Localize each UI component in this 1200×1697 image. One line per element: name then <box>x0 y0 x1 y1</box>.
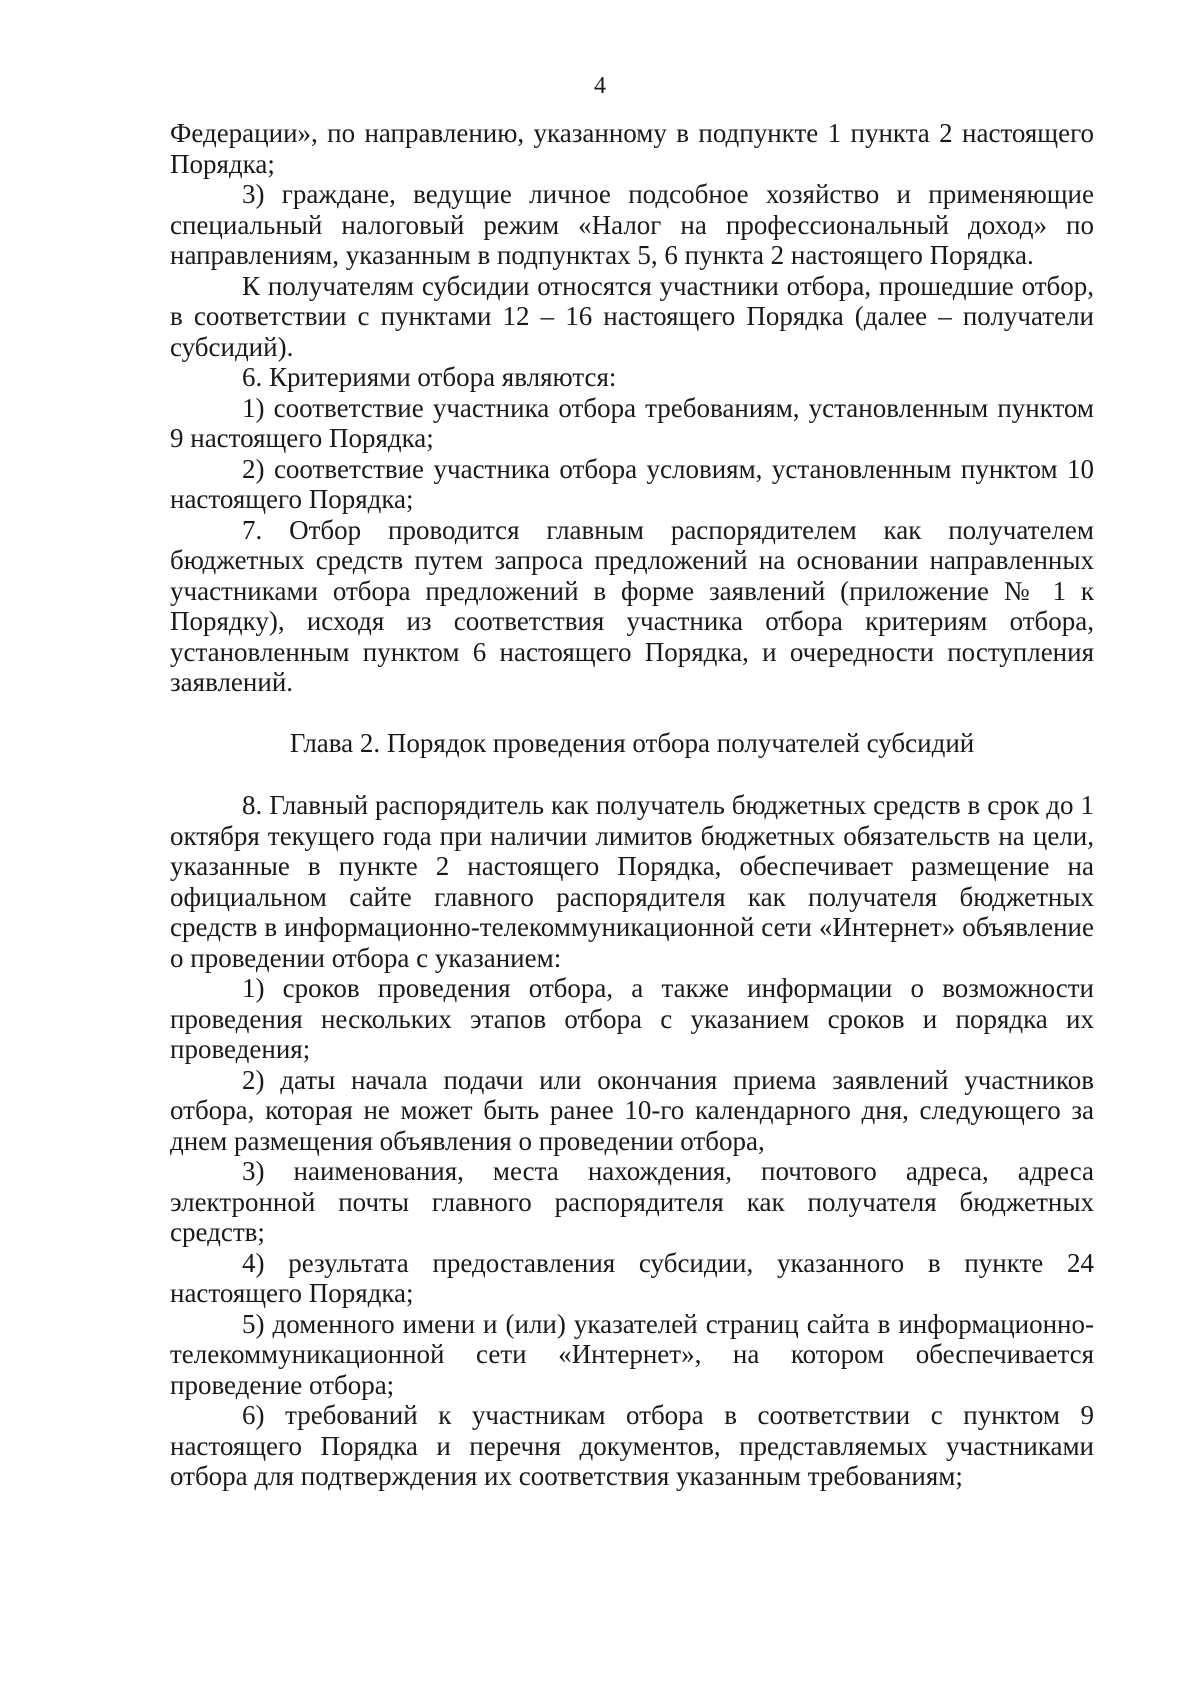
paragraph: К получателям субсидии относятся участники отбора, прошедшие отбор, в соответствии с пунктами 12 – 16 настоящего Порядка (далее – получатели субсидий). <box>170 270 1094 362</box>
paragraph: 3) наименования, места нахождения, почтового адреса, адреса электронной почты главного распорядителя как получателя бюджетных средств; <box>170 1156 1094 1247</box>
paragraph: 5) доменного имени и (или) указателей страниц сайта в информационно-телекоммуникационной сети «Интернет», на котором обеспечивается проведение отбора; <box>170 1308 1094 1400</box>
paragraph: 4) результата предоставления субсидии, указанного в пункте 24 настоящего Порядка; <box>170 1247 1094 1308</box>
paragraph: 7. Отбор проводится главным распорядителем как получателем бюджетных средств путем запроса предложений на основании направленных участниками отбора предложений в форме заявлений (приложение № 1 к Порядку), исходя из соответствия участника отбора критериям отбора, установленным пунктом 6 настоящего Порядка, и очередности поступления заявлений. <box>170 514 1094 697</box>
document-body <box>170 118 1094 1492</box>
paragraph: 1) сроков проведения отбора, а также информации о возможности проведения нескольких этапов отбора с указанием сроков и порядка их проведения; <box>170 973 1094 1064</box>
paragraph: 6) требований к участникам отбора в соответствии с пунктом 9 настоящего Порядка и перечня документов, представляемых участниками отбора для подтверждения их соответствия указанным требованиям; <box>170 1400 1094 1491</box>
chapter-heading: Глава 2. Порядок проведения отбора получателей субсидий <box>289 727 975 758</box>
paragraph: 2) соответствие участника отбора условиям, установленным пунктом 10 настоящего Порядка; <box>170 453 1094 514</box>
paragraph: 3) граждане, ведущие личное подсобное хозяйство и применяющие специальный налоговый режим «Налог на профессиональный доход» по направлениям, указанным в подпунктах 5, 6 пункта 2 настоящего Порядка. <box>170 179 1094 270</box>
paragraph: 6. Критериями отбора являются: <box>242 362 617 392</box>
page-number: 4 <box>594 73 606 99</box>
paragraph: 8. Главный распорядитель как получатель бюджетных средств в срок до 1 октября текущего года при наличии лимитов бюджетных обязательств на цели, указанные в пункте 2 настоящего Порядка, обеспечивает размещение на официальном сайте главного распорядителя как получателя бюджетных средств в информационно-телекоммуникационной сети «Интернет» объявление о проведении отбора с указанием: <box>170 790 1094 973</box>
paragraph: Федерации», по направлению, указанному в подпункте 1 пункта 2 настоящего Порядка; <box>170 118 1094 179</box>
paragraph: 1) соответствие участника отбора требованиям, установленным пунктом 9 настоящего Порядка; <box>170 392 1094 453</box>
paragraph: 2) даты начала подачи или окончания приема заявлений участников отбора, которая не может быть ранее 10-го календарного дня, следующего за днем размещения объявления о проведении отбора, <box>170 1064 1094 1156</box>
